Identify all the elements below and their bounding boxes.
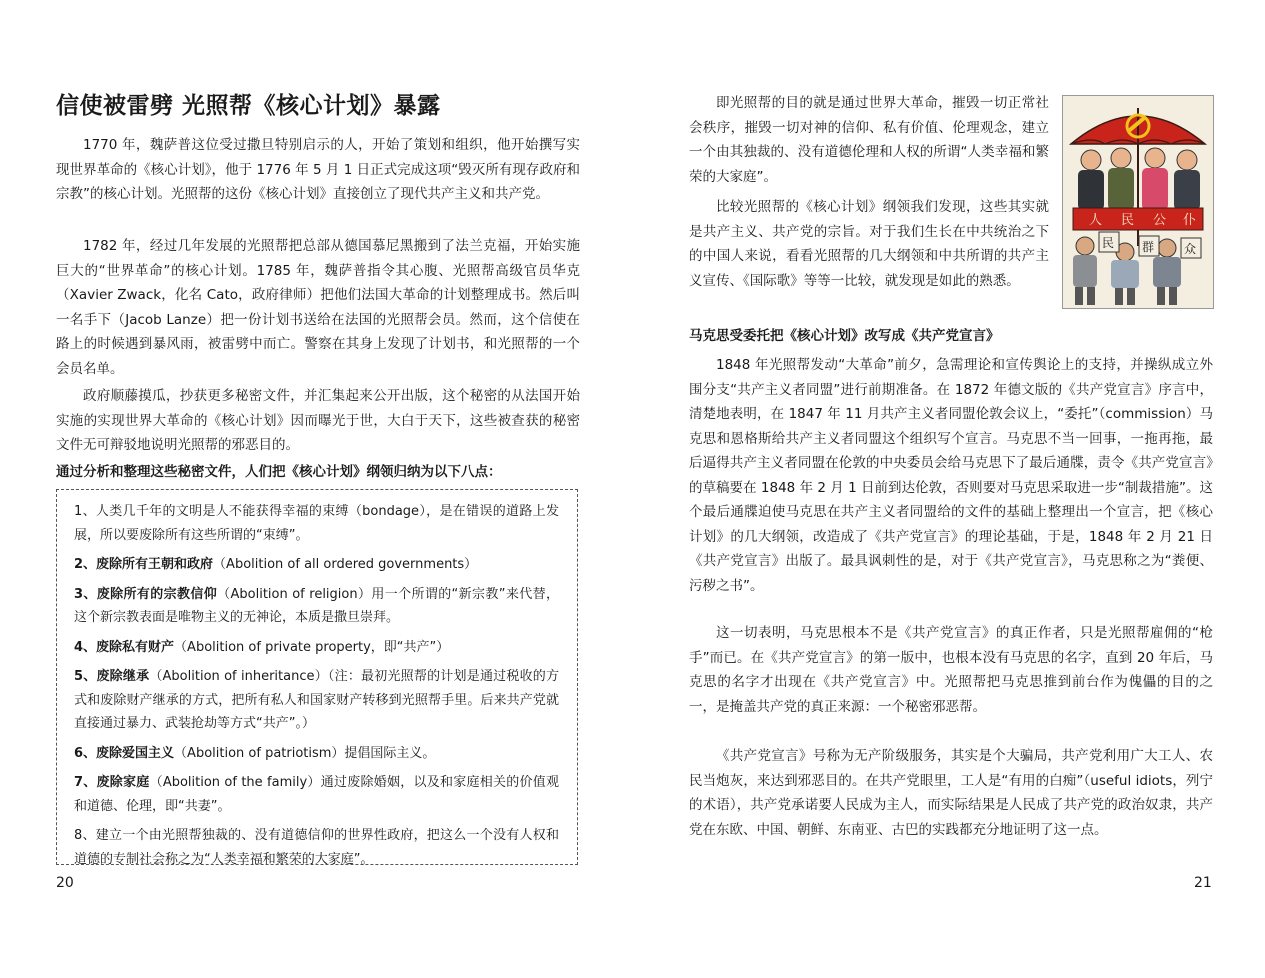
banner-char: 公	[1153, 213, 1167, 228]
points-subheading: 通过分析和整理这些秘密文件，人们把《核心计划》纲领归纳为以下八点：	[56, 464, 502, 480]
left-paragraph-1: 1770 年，魏萨普这位受过撒旦特别启示的人，开始了策划和组织，他开始撰写实现世界革命的《核心计划》，他于 1776 年 5 月 1 日正式完成这项“毁灭所有现存政府和宗教”的核心计划。光照帮的这份《核心计划》直接创立了现代共产主义和共产党。	[56, 137, 580, 202]
point-body: （Abolition of the family）通过废除婚姻，以及和家庭相关的价值观和道德、伦理，即“共妻”。	[74, 775, 559, 814]
point-heading: 2、废除所有王朝和政府	[74, 557, 214, 572]
cartoon-drawing	[1063, 96, 1213, 308]
left-paragraph-3: 政府顺藤摸瓜，抄获更多秘密文件，并汇集起来公开出版，这个秘密的从法国开始实施的实现世界大革命的《核心计划》因而曝光于世，大白于天下，这些被查获的秘密文件无可辩驳地说明光照帮的邪恶目的。	[56, 388, 580, 453]
list-item	[74, 583, 559, 630]
sign-char: 民	[1102, 236, 1115, 250]
point-body: （Abolition of private property，即“共产”）	[174, 639, 450, 655]
right-paragraph-1: 即光照帮的目的就是通过世界大革命，摧毁一切正常社会秩序，摧毁一切对神的信仰、私有价值、伦理观念，建立一个由其独裁的、没有道德伦理和人权的所谓“人类幸福和繁荣的大家庭”。	[689, 95, 1049, 185]
point-heading: 5、废除继承	[74, 669, 150, 684]
section-subheading: 马克思受委托把《核心计划》改写成《共产党宣言》	[689, 328, 1000, 344]
point-body: （Abolition of patriotism）提倡国际主义。	[174, 745, 436, 761]
list-item	[74, 500, 559, 547]
page-number-right: 21	[1194, 875, 1212, 891]
banner-char: 民	[1121, 213, 1135, 228]
right-paragraph-4: 这一切表明，马克思根本不是《共产党宣言》的真正作者，只是光照帮雇佣的“枪手”而已。在《共产党宣言》的第一版中，也根本没有马克思的名字，直到 20 年后，马克思的名字才出现在《共产党宣言》中。光照帮把马克思推到前台作为傀儡的目的之一，是掩盖共产党的真正来源：一个秘密邪恶帮。	[689, 625, 1213, 715]
left-paragraph-2: 1782 年，经过几年发展的光照帮把总部从德国慕尼黑搬到了法兰克福，开始实施巨大的“世界革命”的核心计划。1785 年，魏萨普指令其心腹、光照帮高级官员华克（Xavier Zwack，化名 Cato，政府律师）把他们法国大革命的计划整理成书。然后叫一名手下（Jacob Lanze）把一份计划书送给在法国的光照帮会员。然而，这个信使在路上的时候遇到暴风雨，被雷劈中而亡。警察在其身上发现了计划书，和光照帮的一个会员名单。	[56, 238, 580, 377]
left-page	[0, 0, 632, 978]
eight-points-box	[56, 489, 578, 865]
list-item	[74, 771, 559, 818]
point-heading: 7、废除家庭	[74, 775, 150, 790]
page-number-left: 20	[56, 875, 74, 891]
page-title: 信使被雷劈 光照帮《核心计划》暴露	[56, 93, 441, 119]
right-paragraph-3: 1848 年光照帮发动“大革命”前夕，急需理论和宣传舆论上的支持，并操纵成立外围分支“共产主义者同盟”进行前期准备。在 1872 年德文版的《共产党宣言》序言中，清楚地表明，在 1847 年 11 月共产主义者同盟伦敦会议上，“委托”（commission）马克思和恩格斯给共产主义者同盟这个组织写个宣言。马克思不当一回事，一拖再拖，最后逼得共产主义者同盟在伦敦的中央委员会给马克思下了最后通牒，责令《共产党宣言》的草稿要在 1848 年 2 月 1 日前到达伦敦，否则要对马克思采取进一步“制裁措施”。这个最后通牒迫使马克思在共产主义者同盟给的文件的基础上整理出一个宣言，把《核心计划》的几大纲领，改造成了《共产党宣言》的理论基础，于是，1848 年 2 月 21 日《共产党宣言》出版了。最具讽刺性的是，对于《共产党宣言》，马克思称之为“粪便、污秽之书”。	[689, 357, 1213, 594]
point-heading: 6、废除爱国主义	[74, 745, 175, 761]
point-body: （Abolition of all ordered governments）	[213, 557, 478, 572]
point-body: 1、人类几千年的文明是人不能获得幸福的束缚（bondage），是在错误的道路上发展，所以要废除所有这些所谓的“束缚”。	[74, 504, 559, 543]
point-body: 8、建立一个由光照帮独裁的、没有道德信仰的世界性政府，把这么一个没有人权和道德的专制社会称之为“人类幸福和繁荣的大家庭”。	[74, 828, 559, 867]
list-item	[74, 553, 559, 577]
sign-char: 众	[1184, 242, 1197, 256]
point-body: （Abolition of religion）用一个所谓的“新宗教”来代替，这个新宗教表面是唯物主义的无神论，本质是撒旦崇拜。	[74, 586, 559, 625]
point-body: （Abolition of inheritance）（注：最初光照帮的计划是通过税收的方式和废除财产继承的方式，把所有私人和国家财产转移到光照帮手里。后来共产党就直接通过暴力、武装抢劫等方式“共产”。）	[74, 669, 560, 731]
right-paragraph-5: 《共产党宣言》号称为无产阶级服务，其实是个大骗局，共产党利用广大工人、农民当炮灰，来达到邪恶目的。在共产党眼里，工人是“有用的白痴”（useful idiots，列宁的术语），共产党承诺要人民成为主人，而实际结果是人民成了共产党的政治奴隶，共产党在东欧、中国、朝鲜、东南亚、古巴的实践都充分地证明了这一点。	[689, 748, 1213, 838]
list-item	[74, 824, 559, 871]
list-item	[74, 665, 559, 736]
right-paragraph-2: 比较光照帮的《核心计划》纲领我们发现，这些其实就是共产主义、共产党的宗旨。对于我们生长在中共统治之下的中国人来说，看看光照帮的几大纲领和中共所谓的共产主义宣传、《国际歌》等等一比较，就发现是如此的熟悉。	[689, 199, 1049, 289]
right-page	[632, 0, 1265, 978]
sign-char: 群	[1142, 240, 1155, 254]
point-heading: 3、废除所有的宗教信仰	[74, 586, 218, 602]
list-item	[74, 742, 559, 766]
cartoon-illustration	[1062, 95, 1214, 309]
point-heading: 4、废除私有财产	[74, 639, 175, 655]
list-item	[74, 636, 559, 660]
banner-char: 仆	[1183, 213, 1197, 228]
banner-char: 人	[1089, 213, 1103, 228]
